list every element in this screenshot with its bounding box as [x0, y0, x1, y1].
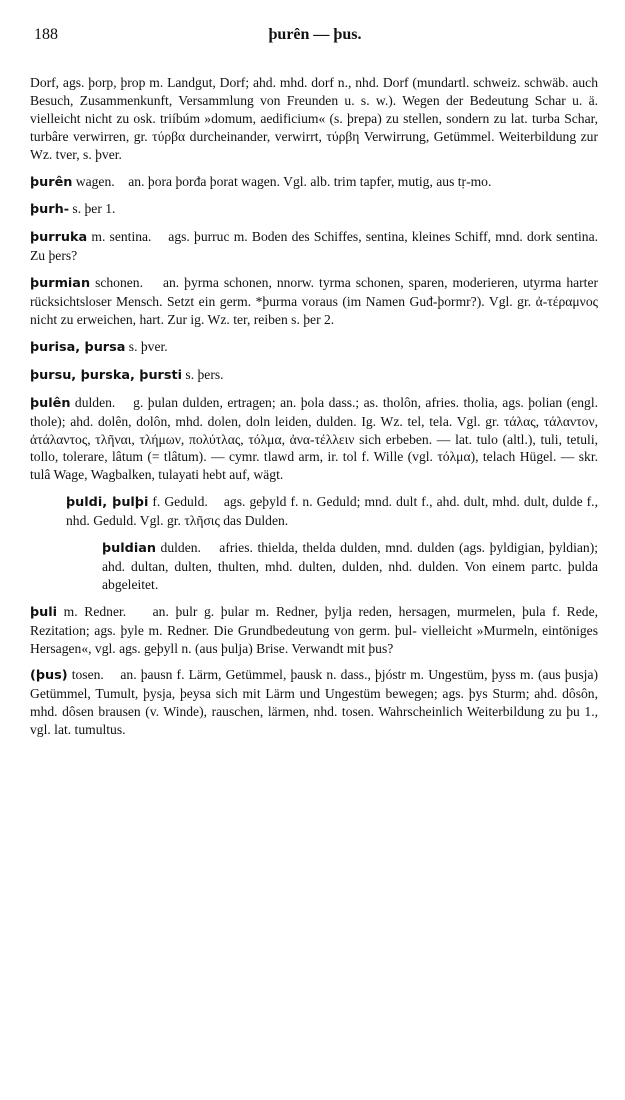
entry-continuation	[30, 74, 598, 164]
page-number: 188	[34, 26, 58, 43]
entry-gloss: s. þer 1.	[72, 201, 116, 217]
entry-thurh	[30, 200, 598, 219]
entry-thursu	[30, 366, 598, 385]
running-head: þurên — þus.	[268, 26, 362, 43]
entry-gloss: m. sentina.	[91, 229, 152, 245]
entry-gloss: dulden.	[74, 394, 116, 410]
entry-headword: þurên	[30, 174, 73, 190]
entry-headword: þurh-	[30, 202, 70, 218]
entry-text: an. þausn f. Lärm, Getümmel, þausk n. dass., þjóstr m. Ungestüm, þyss m. (aus þusja) Getümmel, Tumult, þysja, þeysa sich mit Lärm und Ungestüm bewegen; ags. þys Sturm; ahd. dôsôn, mhd. dôsen brausen (v. Winde), rauschen, lärmen, nhd. tosen. Wahrscheinlich Weiterbildung zu þu 1., vgl. lat. tumultus.	[30, 667, 599, 738]
entry-headword: þuldi, þulþi	[66, 495, 149, 511]
entry-gloss: wagen.	[75, 173, 115, 189]
entry-thus	[30, 666, 598, 739]
entry-headword: þurmian	[30, 276, 91, 292]
page-header	[30, 26, 600, 48]
entry-text: Dorf, ags. þorp, þrop m. Landgut, Dorf; ahd. mhd. dorf n., nhd. Dorf (mundartl. schweiz. schwäb. auch Besuch, Zusammenkunft, Versammlung von Freunden u. s. w.). Wegen der Bedeutung Schar u. ä. vielleicht nicht zu osk. triíbúm »domum, aedificium« (s. þrepa) zu stellen, sondern zu lat. turba Schar, turbâre verwirren, gr. τύρβα durcheinander, verwirrt, τύρβη Verwirrung, Getümmel. Weiterbildung zur Wz. tver, s. þver.	[30, 75, 598, 162]
entry-text: afries. thielda, thelda dulden, mnd. dulden (ags. þyldigian, þyldian); ahd. dultan, dulten, thulten, mhd. dulten, dulden, nhd. dulden. Von einem partc. þulda abgeleitet.	[102, 540, 598, 592]
entry-gloss: f. Geduld.	[152, 494, 208, 510]
entry-headword: (þus)	[30, 668, 68, 684]
entry-text: an. þyrma schonen, nnorw. tyrma schonen, sparen, moderieren, utyrma harter rücksichtsloser Mensch. Setzt ein germ. *þurma voraus (im Namen Guđ-þormr?). Vgl. gr. ἀ-τέραμνος nicht zu erweichen, hart. Zur ig. Wz. ter, reiben s. þer 2.	[30, 275, 599, 327]
entry-gloss: m. Redner.	[63, 603, 127, 619]
entry-thuren	[30, 173, 598, 192]
entry-text: ags. þurruc m. Boden des Schiffes, sentina, kleines Schiff, mnd. dork sentina. Zu þers?	[30, 229, 599, 264]
entry-text: g. þulan dulden, ertragen; an. þola dass.; as. tholôn, afries. tholia, ags. þolian (engl. thole); ahd. dolên, dolôn, mhd. dolen, doln leiden, dulden. Ig. Wz. tel, tela. Vgl. gr. τάλας, τάλαντον, ἀτάλαντος, τλῆναι, τλήμων, πολύτλας, τόλμα, ἀνα-τέλλειν sich erbeben. — lat. tulo (altl.), tuli, tetuli, tollo, tolerare, lâtum (= tlâtum). — cymr. tlawd arm, ir. tol f. Wille (vgl. τόλμα), telach Hügel. — skr. tulâ Wage, Wagbalken, tulayati hebt auf, wägt.	[30, 394, 599, 483]
entry-gloss: s. þver.	[128, 338, 168, 354]
entry-thuli	[30, 603, 598, 658]
entry-gloss: schonen.	[95, 275, 144, 291]
entry-gloss: tosen.	[71, 667, 104, 683]
entry-thuldian	[102, 539, 598, 594]
page-body	[30, 74, 598, 748]
entry-headword: þurruka	[30, 230, 88, 246]
entry-text: an. þora þorđa þorat wagen. Vgl. alb. trim tapfer, mutig, aus tṛ-mo.	[128, 173, 492, 189]
entry-headword: þurisa, þursa	[30, 339, 126, 355]
entry-headword: þuldian	[102, 541, 156, 557]
entry-thurruka	[30, 228, 598, 265]
entry-headword: þuli	[30, 604, 58, 620]
entry-gloss: s. þers.	[185, 366, 224, 382]
entry-headword: þursu, þurska, þursti	[30, 367, 182, 383]
entry-text: ags. geþyld f. n. Geduld; mnd. dult f., ahd. dult, mhd. dult, dulde f., nhd. Geduld. Vgl. gr. τλῆσις das Dulden.	[66, 494, 598, 529]
entry-thuldi	[66, 493, 598, 530]
entry-headword: þulên	[30, 395, 71, 411]
entry-thurisa	[30, 338, 598, 357]
entry-text: an. þulr g. þular m. Redner, þylja reden, hersagen, murmelen, þula f. Rede, Rezitation; ags. þyle m. Redner. Die Grundbedeutung von germ. þul- vielleicht »Murmeln, eintöniges Hersagen«, vgl. ags. geþyll n. (aus þulja) Brise. Verwandt mit þus?	[30, 603, 599, 656]
entry-thurmian	[30, 274, 598, 329]
entry-gloss: dulden.	[160, 540, 201, 556]
entry-thulen	[30, 394, 598, 485]
